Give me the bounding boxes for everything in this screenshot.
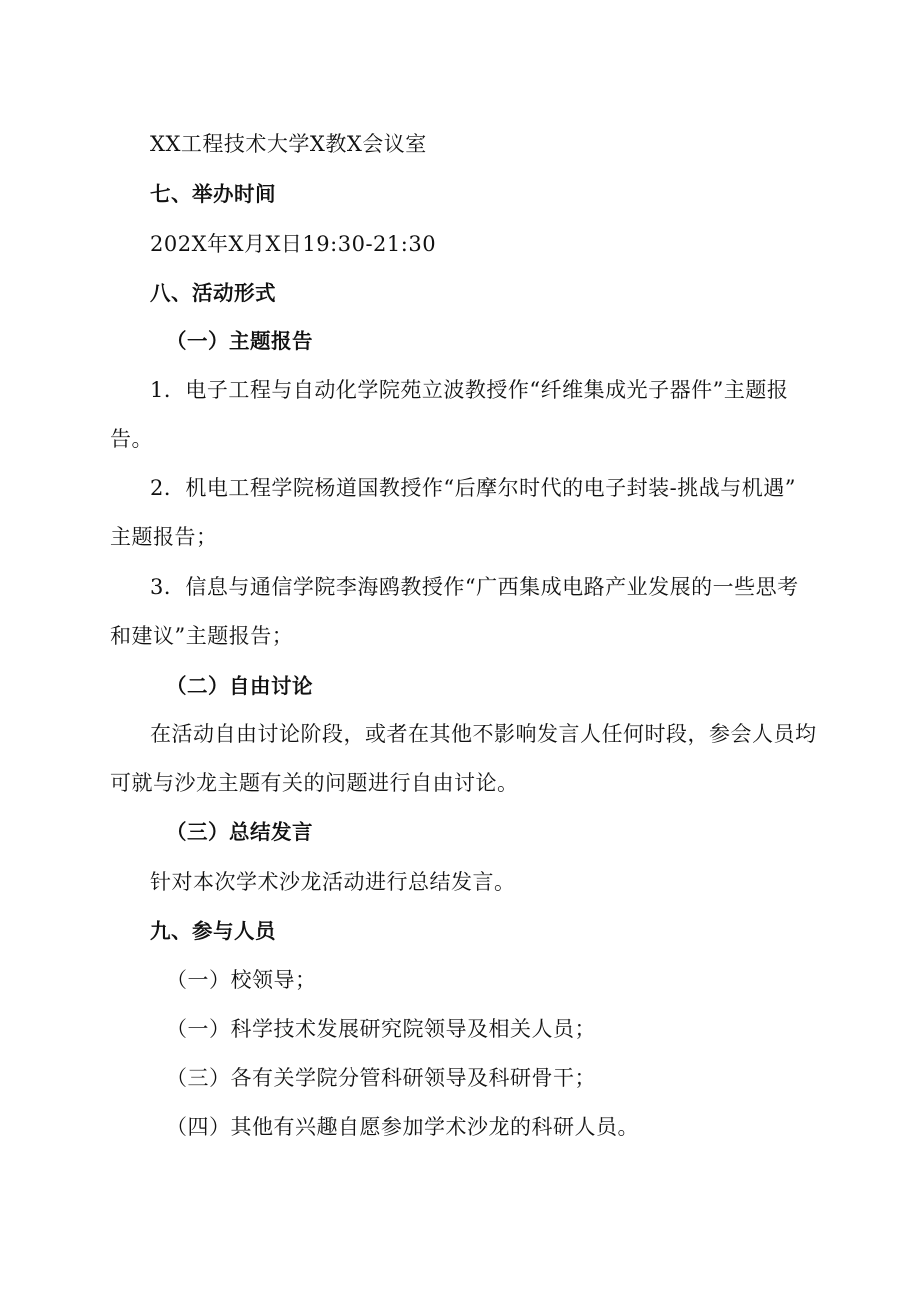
participant-item-1: （一）校领导；	[166, 968, 317, 992]
report-item-2-line-1: 2．机电工程学院杨道国教授作“后摩尔时代的电子封装-挑战与机遇”	[150, 476, 796, 500]
section-7-heading: 七、举办时间	[150, 182, 276, 206]
participant-item-4: （四）其他有兴趣自愿参加学术沙龙的科研人员。	[166, 1115, 639, 1139]
summary-line: 针对本次学术沙龙活动进行总结发言。	[150, 870, 516, 894]
subsection-3-heading: （三）总结发言	[166, 820, 313, 844]
subsection-1-heading: （一）主题报告	[166, 329, 313, 353]
report-item-3-line-1: 3．信息与通信学院李海鸥教授作“广西集成电路产业发展的一些思考	[150, 575, 799, 599]
report-item-3-line-2: 和建议”主题报告；	[110, 624, 294, 648]
report-item-1-line-1: 1．电子工程与自动化学院苑立波教授作“纤维集成光子器件”主题报	[150, 378, 789, 402]
section-8-heading: 八、活动形式	[150, 281, 276, 305]
participant-item-2: （一）科学技术发展研究院领导及相关人员；	[166, 1017, 596, 1041]
section-9-heading: 九、参与人员	[150, 919, 276, 943]
discussion-line-2: 可就与沙龙主题有关的问题进行自由讨论。	[110, 771, 519, 795]
time-line: 202X年X月X日19:30-21:30	[150, 232, 437, 256]
participant-item-3: （三）各有关学院分管科研领导及科研骨干；	[166, 1066, 596, 1090]
subsection-2-heading: （二）自由讨论	[166, 674, 313, 698]
discussion-line-1: 在活动自由讨论阶段，或者在其他不影响发言人任何时段，参会人员均	[150, 722, 817, 746]
report-item-2-line-2: 主题报告；	[110, 525, 218, 549]
report-item-1-line-2: 告。	[110, 427, 153, 451]
venue-line: XX工程技术大学X教X会议室	[150, 132, 427, 156]
